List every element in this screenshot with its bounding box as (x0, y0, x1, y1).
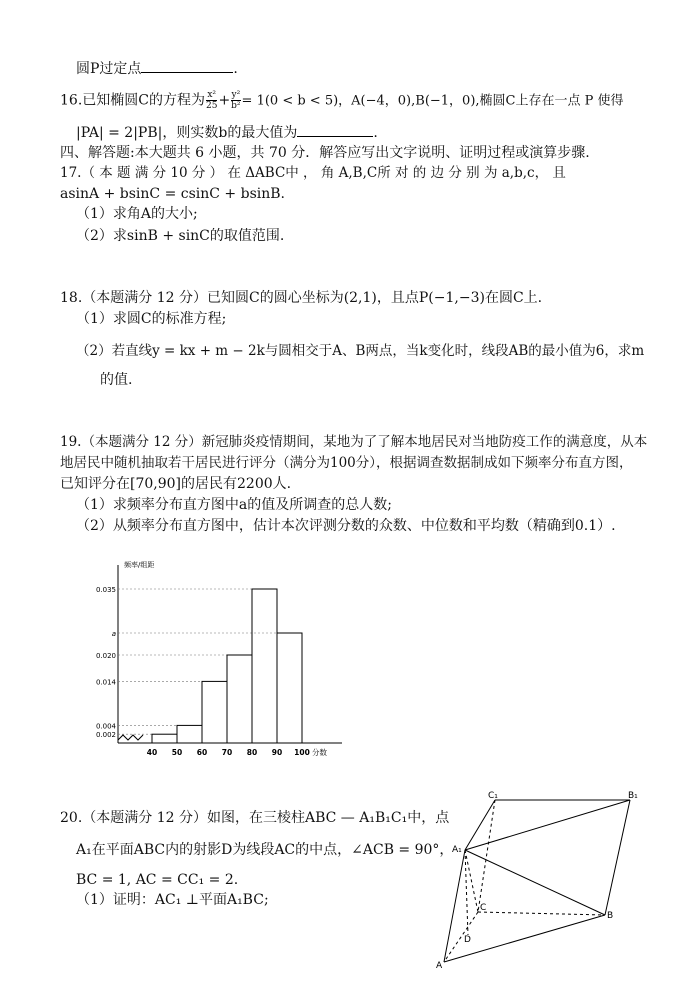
q16-number: 16. (60, 92, 83, 109)
y-tick-label: a (111, 630, 116, 638)
q15-end: . (233, 61, 238, 77)
q16-line1 (60, 90, 624, 112)
q18-part2b: 的值. (100, 372, 133, 388)
q18-line1: 18.（本题满分 12 分）已知圆C的圆心坐标为(2,1)，且点P(−1,−3)在圆C上. (60, 290, 543, 306)
x-tick-label: 70 (221, 748, 233, 757)
edge-c1-c (478, 800, 495, 912)
q18-part2a: （2）若直线y = kx + m − 2k与圆相交于A、B两点，当k变化时，线段AB的最小值为6，求m (76, 343, 645, 359)
frac1-num: x² (207, 90, 217, 100)
q19-line1: 19.（本题满分 12 分）新冠肺炎疫情期间，某地为了了解本地居民对当地防疫工作的满意度，从本 (60, 434, 648, 450)
y-tick-label: 0.035 (95, 586, 116, 594)
label-a1: A₁ (452, 845, 462, 855)
label-b1: B₁ (628, 791, 638, 801)
y-tick-label: 0.014 (95, 678, 116, 687)
q20-line3: BC = 1, AC = CC₁ = 2. (76, 872, 239, 888)
q16-frac1 (206, 90, 217, 111)
q16-answer-blank (297, 122, 373, 137)
frac2-num: y² (231, 90, 241, 100)
q16-line2 (76, 122, 378, 143)
x-tick-label: 80 (246, 748, 258, 757)
q20-line1: 20.（本题满分 12 分）如图，在三棱柱ABC — A₁B₁C₁中，点 (60, 810, 450, 826)
edge-b1-b (605, 800, 630, 915)
q20-line2: A₁在平面ABC内的射影D为线段AC的中点，∠ACB = 90°， (76, 842, 454, 858)
axis-break-icon (118, 735, 143, 740)
q17-part2: （2）求sinB + sinC的取值范围. (76, 228, 285, 244)
q17-part1: （1）求角A的大小; (76, 206, 198, 222)
x-tick-label: 60 (196, 748, 208, 757)
q16-plus: + (218, 92, 231, 109)
q15-tail (76, 58, 238, 79)
q19-part1: （1）求频率分布直方图中a的值及所调查的总人数; (76, 497, 392, 513)
edge-c-b (478, 912, 605, 915)
label-a: A (436, 961, 443, 971)
label-c1: C₁ (488, 791, 498, 801)
histogram-bar (177, 725, 202, 743)
q17-line1: 17.（ 本 题 满 分 10 分 ） 在 ΔABC中 ， 角 A,B,C所 对 的 边 分 别 为 a,b,c， 且 (60, 165, 566, 181)
q18-part1: （1）求圆C的标准方程; (76, 311, 227, 327)
histogram-bar (227, 655, 252, 743)
x-tick-label: 90 (271, 748, 283, 757)
q16-part2: = 1(0 < b < 5)，A(−4，0),B(−1，0),椭圆C上存在一点 P 使得 (241, 93, 624, 109)
x-axis-label: 分数 (312, 748, 327, 757)
frac2-den: b² (231, 101, 241, 111)
section4-heading: 四、解答题:本大题共 6 小题，共 70 分．解答应写出文字说明、证明过程或演算步骤. (60, 145, 590, 161)
edge-a1-c (465, 850, 478, 912)
histogram-bar (252, 589, 277, 743)
q16-frac2 (231, 90, 240, 111)
q19-line2: 地居民中随机抽取若干居民进行评分（满分为100分），根据调查数据制成如下频率分布直方图， (60, 455, 633, 471)
label-d: D (464, 935, 471, 945)
label-b: B (607, 911, 614, 921)
q19-line3: 已知评分在[70,90]的居民有2200人. (60, 476, 292, 492)
y-axis-label: 频率/组距 (124, 561, 155, 569)
histogram-bar (277, 633, 302, 743)
q17-line2: asinA + bsinC = csinC + bsinB. (60, 186, 285, 202)
x-tick-label: 100 (294, 748, 310, 757)
edge-a1-a (444, 850, 465, 962)
histogram-bar (202, 681, 227, 743)
q15-text: 圆P过定点 (76, 61, 142, 77)
y-tick-label: 0.020 (95, 652, 116, 660)
frac1-den: 25 (205, 101, 218, 111)
prism-diagram (430, 790, 660, 975)
x-tick-label: 50 (171, 748, 183, 757)
label-c: C (480, 903, 487, 913)
x-tick-label: 40 (146, 748, 158, 757)
q20-part1: （1）证明：AC₁ ⊥平面A₁BC; (76, 892, 269, 908)
histogram-bar (152, 734, 177, 743)
y-tick-label: 0.004 (95, 722, 116, 731)
q15-answer-blank (141, 58, 233, 73)
q19-part2: （2）从频率分布直方图中，估计本次评测分数的众数、中位数和平均数（精确到0.1）. (76, 518, 616, 534)
q16-end: . (373, 125, 378, 141)
edge-a1-b1 (465, 800, 630, 850)
q16-part1: 已知椭圆C的方程为 (82, 92, 205, 109)
q16-line2-text: |PA| = 2|PB|，则实数b的最大值为 (76, 125, 298, 141)
frequency-histogram (80, 555, 370, 765)
y-tick-label: 0.002 (95, 731, 116, 740)
